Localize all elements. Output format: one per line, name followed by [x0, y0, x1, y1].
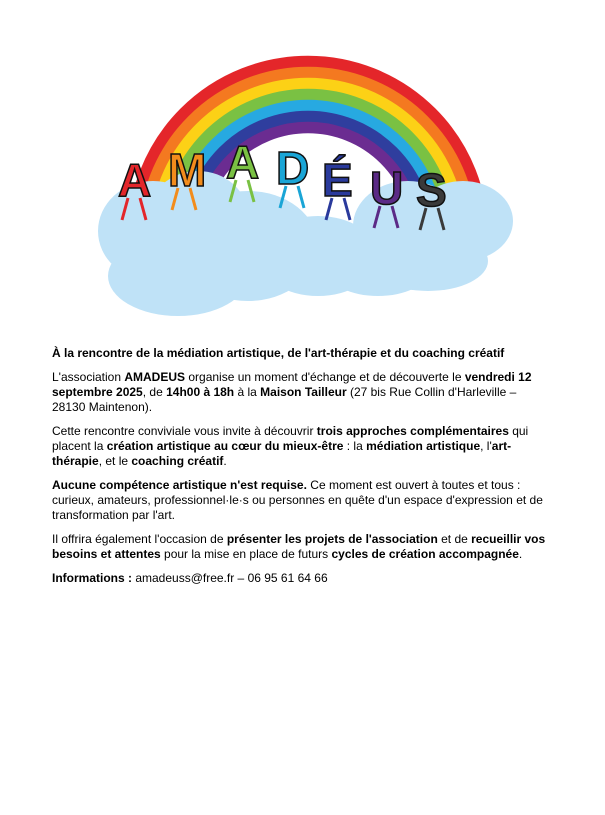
- event-date: vendredi 12 septembre 2025: [52, 370, 532, 399]
- text: organise un moment d'échange et de découverte le: [185, 370, 465, 384]
- text: .: [518, 547, 523, 561]
- paragraph-date-location: [52, 370, 550, 415]
- paragraph-projects: [52, 532, 550, 562]
- event-venue: Maison Tailleur: [260, 385, 347, 399]
- text: qui placent la: [52, 424, 529, 453]
- text: , l': [480, 439, 492, 453]
- logo-letter: U: [370, 162, 404, 214]
- event-description: [52, 346, 550, 595]
- text: Cette rencontre conviviale vous invite à découvrir: [52, 424, 317, 438]
- amadeus-logo: [78, 46, 528, 326]
- paragraph-contact: [52, 571, 550, 586]
- logo-letter: D: [276, 142, 310, 194]
- bold-text: art-thérapie: [52, 439, 512, 468]
- logo-letter: S: [416, 164, 447, 216]
- bold-text: cycles de création accompagnée: [331, 547, 519, 561]
- text: L'association: [52, 370, 125, 384]
- text: , et le: [98, 454, 132, 468]
- text: .: [223, 454, 227, 468]
- bold-text: création artistique au cœur du mieux-être: [106, 439, 344, 453]
- logo-letter: A: [226, 136, 260, 188]
- contact-label: Informations :: [52, 571, 132, 585]
- text: et de: [437, 532, 472, 546]
- text: Il offrira également l'occasion de: [52, 532, 227, 546]
- heading: À la rencontre de la médiation artistique, de l'art-thérapie et du coaching créatif: [52, 346, 505, 360]
- paragraph-approaches: [52, 424, 550, 469]
- bold-text: Aucune compétence artistique n'est requise.: [52, 478, 307, 492]
- text: à la: [234, 385, 261, 399]
- bold-text: AMADEUS: [124, 370, 186, 384]
- logo-letter: M: [168, 144, 207, 196]
- bold-text: recueillir vos besoins et attentes: [52, 532, 546, 561]
- contact-details: amadeuss@free.fr – 06 95 61 64 66: [132, 571, 328, 585]
- text: : la: [343, 439, 367, 453]
- bold-text: médiation artistique: [366, 439, 481, 453]
- bold-text: coaching créatif: [131, 454, 224, 468]
- bold-text: trois approches complémentaires: [316, 424, 509, 438]
- text: (27 bis Rue Collin d'Harleville – 28130 Maintenon).: [52, 385, 517, 414]
- text: Ce moment est ouvert à toutes et tous : curieux, amateurs, professionnel·le·s ou personnes en quête d'un espace d'expression et de transformation par l'art.: [52, 478, 543, 522]
- logo-letter: A: [118, 154, 152, 206]
- paragraph-audience: [52, 478, 550, 523]
- logo-letter: É: [322, 154, 353, 206]
- bold-text: présenter les projets de l'association: [226, 532, 438, 546]
- text: , de: [142, 385, 167, 399]
- event-time: 14h00 à 18h: [166, 385, 235, 399]
- text: pour la mise en place de futurs: [160, 547, 332, 561]
